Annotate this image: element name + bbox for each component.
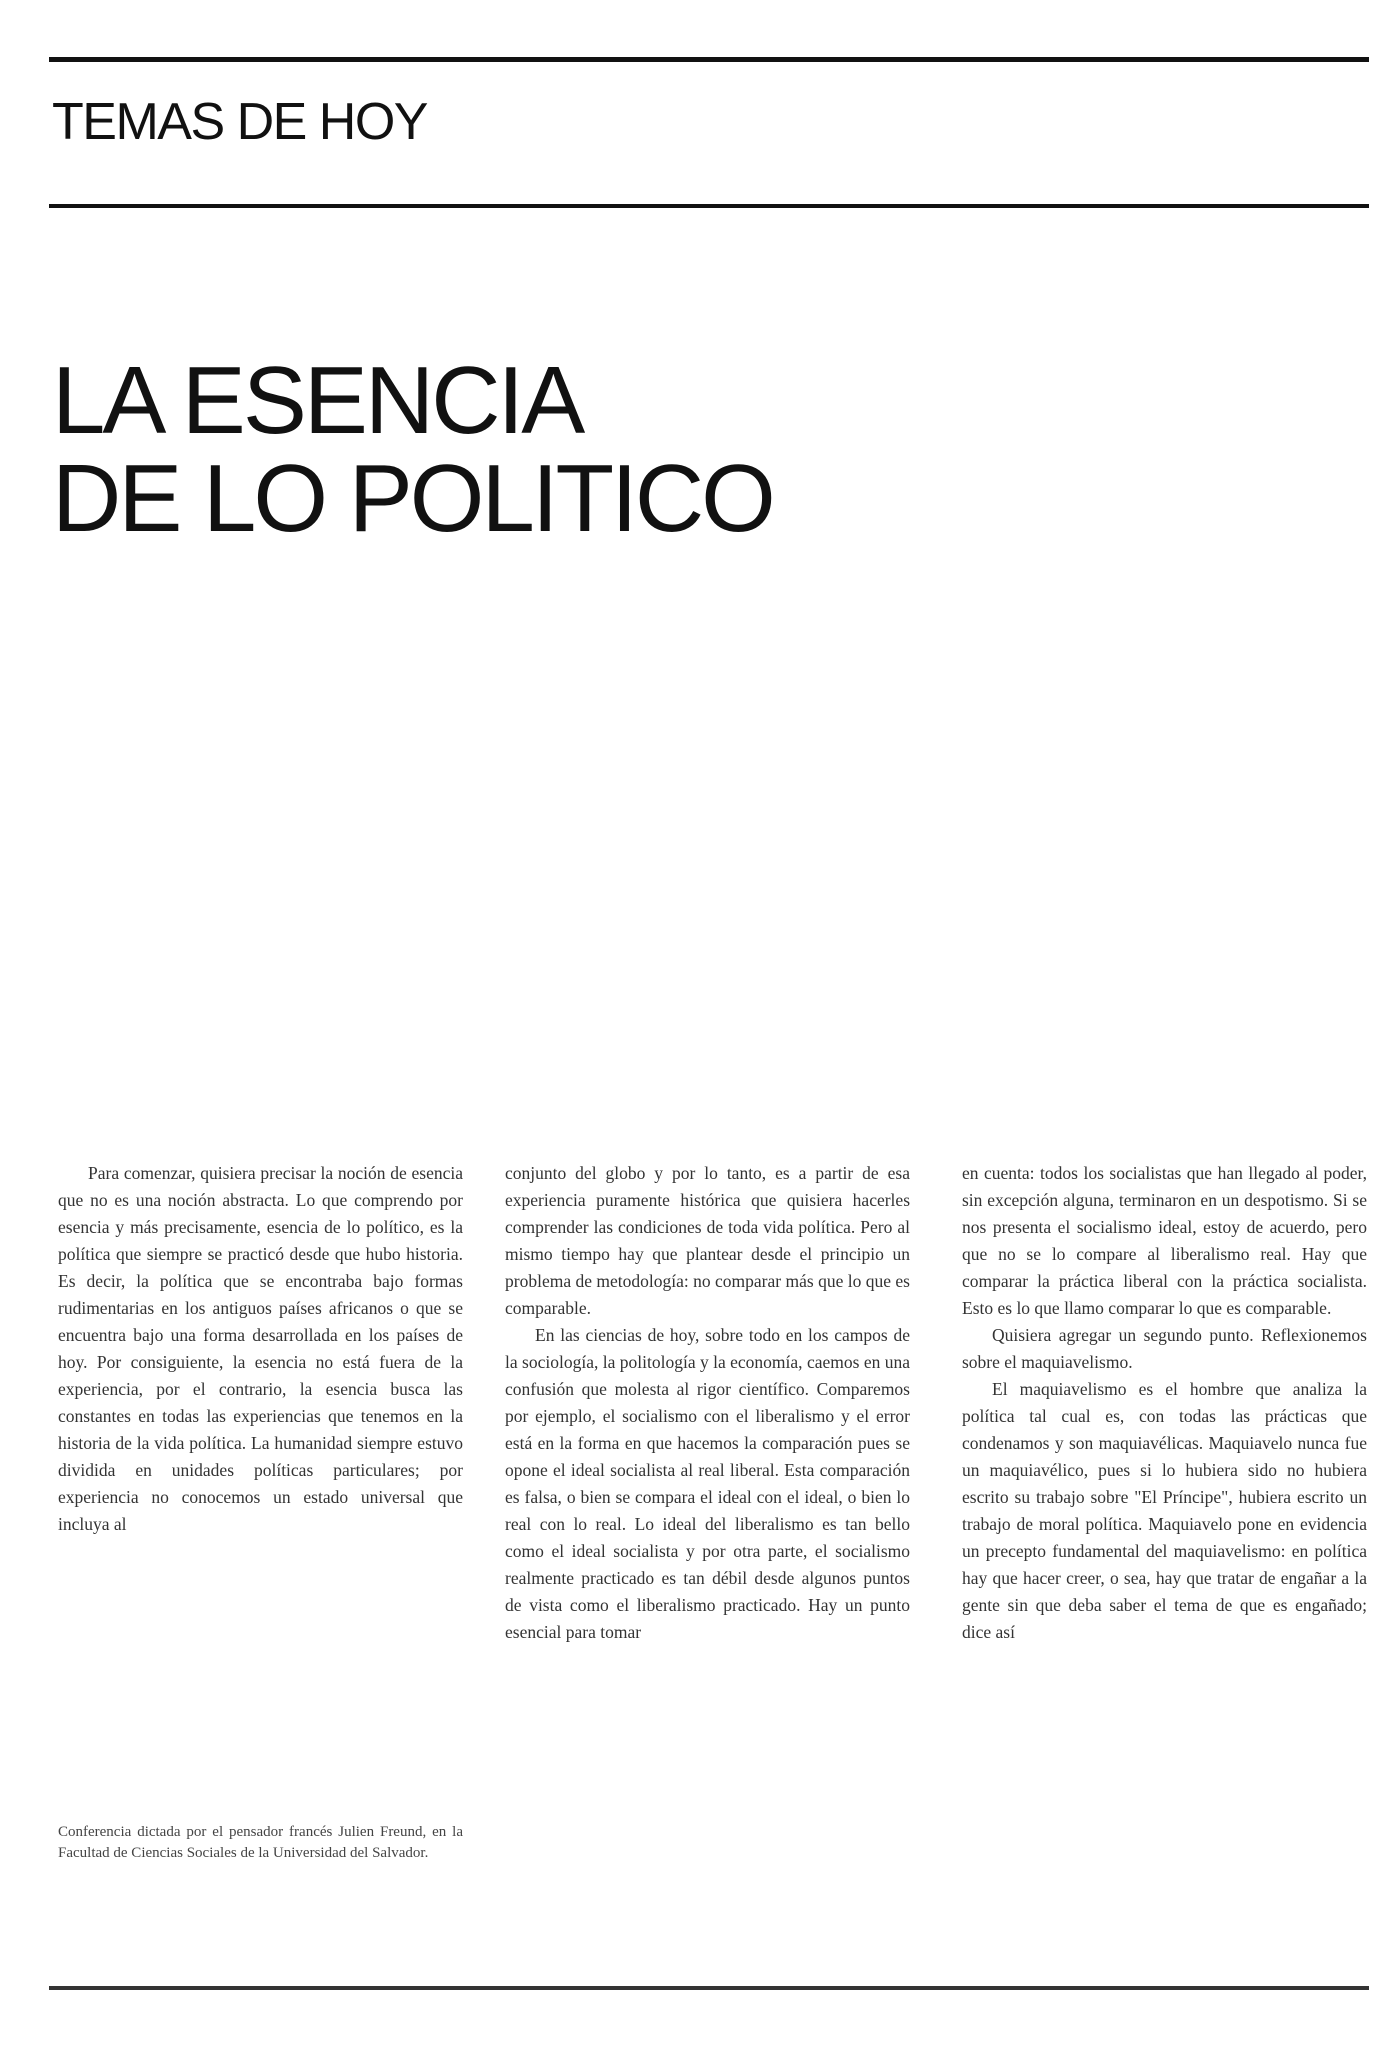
paragraph: El maquiavelismo es el hombre que analiza la política tal cual es, con todas las prácticas que condenamos y son maquiavélicas. Maquiavelo nunca fue un maquiavélico, pues si lo hubiera sido no hubiera escrito su trabajo sobre "El Príncipe", hubiera escrito un trabajo de moral política. Maquiavelo pone en evidencia un precepto fundamental del maquiavelismo: en política hay que hacer creer, o sea, hay que tratar de engañar a la gente sin que deba saber el tema de que es engañado; dice así <box>962 1379 1367 1642</box>
bottom-rule <box>49 1986 1369 1990</box>
section-label: TEMAS DE HOY <box>52 93 427 151</box>
paragraph: Para comenzar, quisiera precisar la noción de esencia que no es una noción abstracta. Lo que comprendo por esencia y más precisamente, esencia de lo político, es la política que siempre se practicó desde que hubo historia. Es decir, la política que se encontraba bajo formas rudimentarias en los antiguos países africanos o que se encuentra bajo una forma desarrollada en los países de hoy. Por consiguiente, la esencia no está fuera de la experiencia, por el contrario, la esencia busca las constantes en todas las experiencias que tenemos en la historia de la vida política. La humanidad siempre estuvo dividida en unidades políticas particulares; por experiencia no conocemos un estado universal que incluya al <box>58 1163 463 1534</box>
footnote: Conferencia dictada por el pensador francés Julien Freund, en la Facultad de Ciencias Sociales de la Universidad del Salvador. <box>58 1824 463 1861</box>
column-1 <box>58 1160 463 1538</box>
paragraph: en cuenta: todos los socialistas que han llegado al poder, sin excepción alguna, terminaron en un despotismo. Si se nos presenta el socialismo ideal, estoy de acuerdo, pero que no se lo compare al liberalismo real. Hay que comparar la práctica liberal con la práctica socialista. Esto es lo que llamo comparar lo que es comparable. <box>962 1163 1367 1318</box>
top-rule <box>49 57 1369 62</box>
title-line-2: DE LO POLITICO <box>52 445 773 552</box>
paragraph: Quisiera agregar un segundo punto. Reflexionemos sobre el maquiavelismo. <box>962 1325 1367 1372</box>
article-title <box>52 347 773 552</box>
paragraph: En las ciencias de hoy, sobre todo en los campos de la sociología, la politología y la economía, caemos en una confusión que molesta al rigor científico. Comparemos por ejemplo, el socialismo con el liberalismo y el error está en la forma en que hacemos la comparación pues se opone el ideal socialista al real liberal. Esta comparación es falsa, o bien se compara el ideal con el ideal, o bien lo real con lo real. Lo ideal del liberalismo es tan bello como el ideal socialista y por otra parte, el socialismo realmente practicado es tan débil desde algunos puntos de vista como el liberalismo practicado. Hay un punto esencial para tomar <box>505 1325 910 1642</box>
column-3 <box>962 1160 1367 1646</box>
header-rule <box>49 204 1369 208</box>
paragraph: conjunto del globo y por lo tanto, es a partir de esa experiencia puramente histórica que quisiera hacerles comprender las condiciones de toda vida política. Pero al mismo tiempo hay que plantear desde el principio un problema de metodología: no comparar más que lo que es comparable. <box>505 1163 910 1318</box>
column-2 <box>505 1160 910 1646</box>
title-line-1: LA ESENCIA <box>52 347 583 454</box>
